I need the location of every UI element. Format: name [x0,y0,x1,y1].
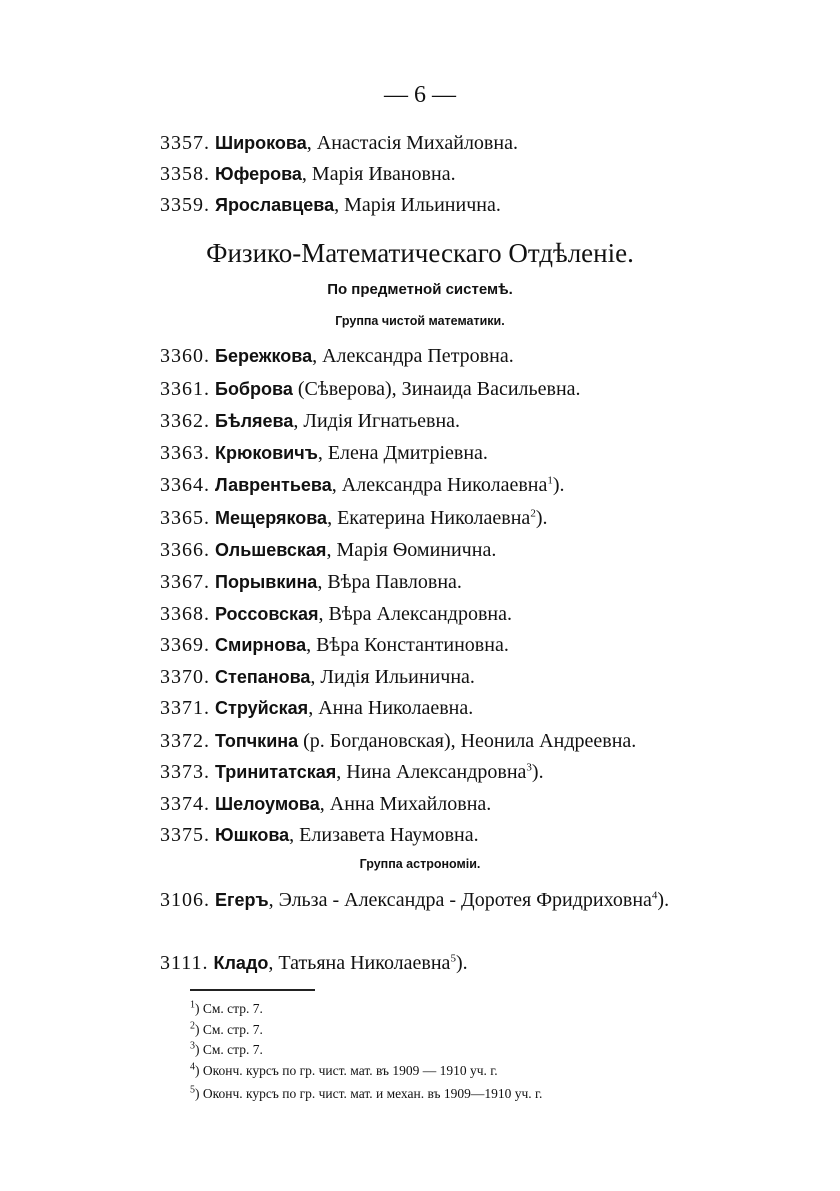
footnote-mark: 4 [190,1061,195,1073]
list-item [160,950,720,976]
entry-names: , Анна Николаевна. [308,697,474,719]
entry-number: 3358. [160,163,210,185]
entry-surname: Бережкова [215,346,313,366]
entry-names: , Марія Ивановна. [301,163,456,185]
entry-surname: Юферова [215,164,302,184]
footnote-text: ) Оконч. курсъ по гр. чист. мат. въ 1909 — 1910 уч. г. [195,1063,498,1078]
entry-surname: Мещерякова [215,508,328,528]
entry-number: 3365. [160,507,210,529]
entry-surname: Струйская [215,698,309,718]
entry-number: 3370. [160,666,210,688]
entry-surname: Бѣляева [215,411,294,431]
section-subtitle: По предметной системѣ. [327,281,513,298]
entry-surname: Ярославцева [215,195,335,215]
entry-surname: Порывкина [215,572,318,592]
footnote-mark: 5 [190,1084,195,1096]
entry-number: 3106. [160,889,210,911]
entry-names: , Александра Николаевна [331,474,548,496]
entry-surname: Смирнова [215,635,307,655]
entry-number: 3372. [160,730,210,752]
page-number: — 6 — [384,82,456,108]
entry-names: , Вѣра Александровна. [318,603,512,625]
entry-number: 3361. [160,378,210,400]
list-item [160,408,720,434]
footnote [190,1041,263,1059]
entry-surname: Ольшевская [215,540,327,560]
footnote-text: ) Оконч. курсъ по гр. чист. мат. и механ. въ 1909—1910 уч. г. [195,1086,543,1101]
list-item [160,887,685,913]
list-item [160,376,720,402]
footnote-ref: 1 [547,474,553,487]
footnote-ref: 4 [651,889,658,902]
entry-number: 3368. [160,603,210,625]
entry-surname: Егеръ [215,890,269,910]
list-item [160,161,720,187]
group-heading-math: Группа чистой математики. [335,314,505,328]
entry-tail: ). [657,889,670,911]
entry-surname: Шелоумова [215,794,320,814]
entry-names: , Александра Петровна. [312,345,514,367]
entry-number: 3360. [160,345,210,367]
entry-number: 3362. [160,410,210,432]
entry-number: 3374. [160,793,210,815]
footnote [190,1062,498,1080]
entry-names: , Вѣра Павловна. [317,571,462,593]
entry-names: , Анна Михайловна. [319,793,492,815]
footnote-text: ) См. стр. 7. [195,1022,263,1037]
entry-number: 3111. [160,952,209,974]
list-item [160,569,720,595]
section-title: Физико-Математическаго Отдѣленіе. [206,238,634,268]
entry-surname: Топчкина [215,731,299,751]
entry-surname: Тринитатская [215,762,337,782]
entry-number: 3359. [160,194,210,216]
entry-number: 3366. [160,539,210,561]
entry-number: 3357. [160,132,210,154]
entry-surname: Боброва [215,379,293,399]
footnote-ref: 5 [450,952,456,965]
entry-tail: ). [535,507,548,529]
entry-surname: Степанова [215,667,311,687]
entry-number: 3373. [160,761,210,783]
entry-number: 3367. [160,571,210,593]
entry-tail: ). [531,761,544,783]
footnote [190,1085,542,1103]
entry-names: (р. Богдановская), Неонила Андреевна. [298,730,637,752]
footnote-text: ) См. стр. 7. [195,1001,263,1016]
entry-surname: Юшкова [215,825,290,845]
group-heading-astronomy: Группа астрономіи. [359,857,481,871]
entry-names: , Татьяна Николаевна [268,952,451,974]
entry-surname: Крюковичъ [215,443,318,463]
footnote-mark: 1 [190,999,195,1011]
entry-number: 3363. [160,442,210,464]
footnote-ref: 3 [526,761,532,774]
entry-names: , Вѣра Константиновна. [306,634,509,656]
entry-number: 3364. [160,474,210,496]
entry-names: , Лидія Игнатьевна. [293,410,461,432]
list-item [160,192,720,218]
entry-surname: Лаврентьева [215,475,332,495]
list-item [160,343,720,369]
entry-number: 3375. [160,824,210,846]
footnote-divider [190,989,315,991]
footnote-text: ) См. стр. 7. [195,1042,263,1057]
entry-surname: Широкова [215,133,307,153]
list-item [160,472,720,498]
footnote [190,1000,263,1018]
entry-surname: Россовская [215,604,319,624]
footnote-mark: 2 [190,1020,195,1032]
entry-names: , Лидія Ильинична. [310,666,475,688]
entry-tail: ). [455,952,468,974]
entry-names: , Анастасія Михайловна. [306,132,518,154]
list-item [160,601,720,627]
footnote [190,1021,263,1039]
entry-surname: Кладо [213,953,269,973]
list-item [160,728,720,754]
entry-number: 3371. [160,697,210,719]
list-item [160,537,720,563]
entry-names: , Екатерина Николаевна [327,507,531,529]
list-item [160,632,720,658]
list-item [160,505,720,531]
entry-names: , Елена Дмитріевна. [317,442,488,464]
entry-names: , Марія Ильинична. [334,194,501,216]
list-item [160,695,720,721]
list-item [160,130,720,156]
footnote-ref: 2 [530,507,536,520]
entry-names: , Марія Ѳоминична. [326,539,497,561]
list-item [160,440,720,466]
entry-names: , Нина Александровна [336,761,527,783]
footnote-mark: 3 [190,1040,195,1052]
entry-tail: ). [552,474,565,496]
entry-names: (Сѣверова), Зинаида Васильевна. [292,378,581,400]
entry-number: 3369. [160,634,210,656]
entry-names: , Елизавета Наумовна. [289,824,479,846]
list-item [160,822,720,848]
list-item [160,664,720,690]
entry-names: , Эльза - Александра - Доротея Фридриховна [268,889,652,911]
list-item [160,791,720,817]
list-item [160,759,720,785]
